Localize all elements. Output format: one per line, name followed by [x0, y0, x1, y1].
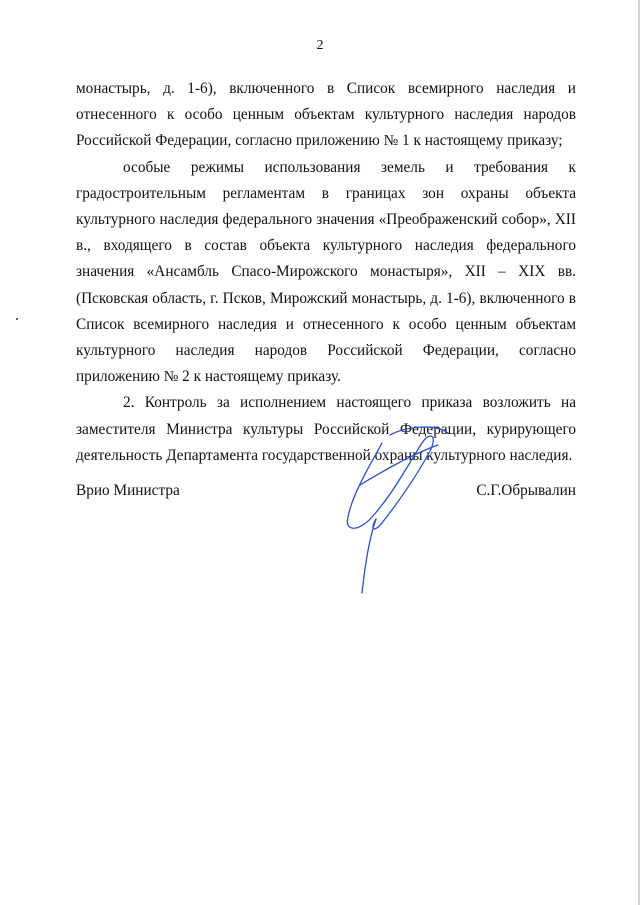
paragraph-control: 2. Контроль за исполнением настоящего приказа возложить на заместителя Министра культуры Российской Федерации, курирующего деятельность Департамента государственной охраны культурного наследия.: [76, 394, 576, 464]
signature-row: [76, 482, 576, 500]
handwritten-signature: [330, 425, 460, 595]
document-body: [76, 76, 576, 469]
paragraph-special-regimes: особые режимы использования земель и требования к градостроительным регламентам в границах зон охраны объекта культурного наследия федерального значения «Преображенский собор», XII в., входящего в состав объекта культурного наследия федерального значения «Ансамбль Спасо-Мирожского монастыря», XII – XIX вв. (Псковская область, г. Псков, Мирожский монастырь, д. 1-6), включенного в Список всемирного наследия и отнесенного к особо ценным объектам культурного наследия народов Российской Федерации, согласно приложению № 2 к настоящему приказу.: [76, 158, 576, 386]
page-number: 2: [316, 38, 324, 53]
paragraph-continuation: монастырь, д. 1-6), включенного в Список всемирного наследия и отнесенного к особо ценным объектам культурного наследия народов Российской Федерации, согласно приложению № 1 к настоящему приказу;: [76, 80, 576, 150]
scan-speck: [16, 318, 18, 320]
signatory-name: С.Г.Обрывалин: [476, 482, 576, 499]
signatory-position: Врио Министра: [76, 482, 180, 499]
